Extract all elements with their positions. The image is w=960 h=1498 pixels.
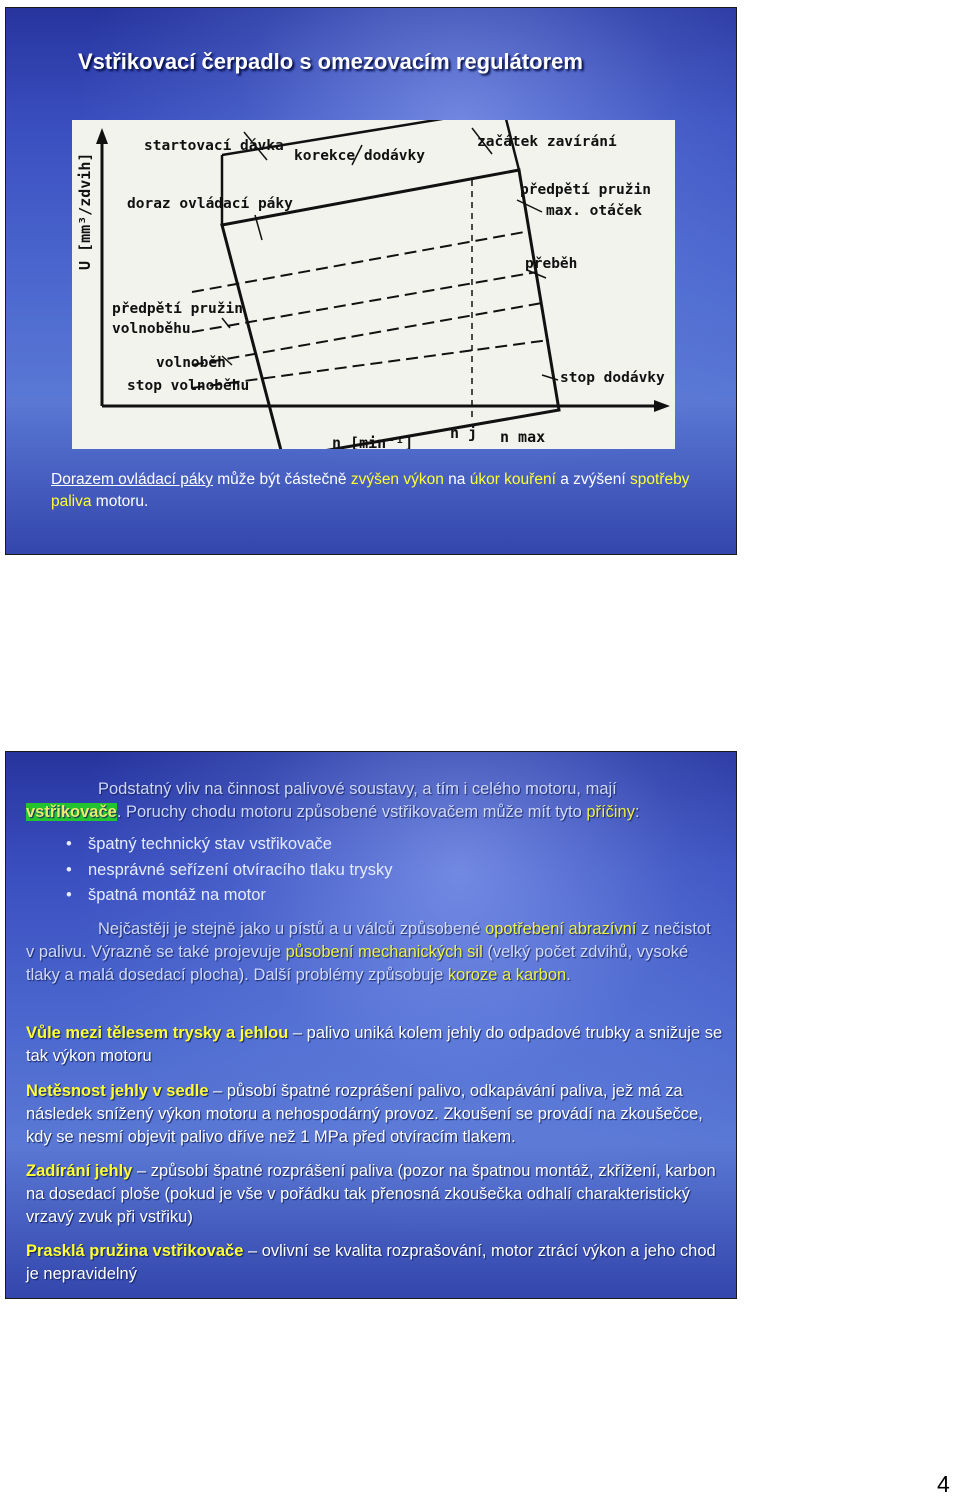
list-item: • nesprávné seřízení otvíracího tlaku trysky	[66, 858, 666, 884]
diagram-caption: Dorazem ovládací páky může být částečně zvýšen výkon na úkor kouření a zvýšení spotřeby paliva motoru.	[51, 471, 690, 510]
y-axis-arrow	[96, 128, 108, 144]
nj-label: n j	[450, 424, 478, 442]
label-prebeh: přeběh	[525, 256, 578, 272]
paragraph-vule: Vůle mezi tělesem trysky a jehlou – palivo uniká kolem jehly do odpadové trubky a snižuje se tak výkon motoru	[26, 1024, 723, 1065]
list-item: • špatný technický stav vstřikovače	[66, 832, 666, 858]
highlight-vstrikovace: vstřikovače	[26, 803, 117, 821]
label-stop-dodavky: stop dodávky	[560, 370, 665, 386]
injection-pump-diagram	[72, 120, 675, 449]
dashed-line-2	[192, 272, 537, 332]
slide-title: Vstřikovací čerpadlo s omezovacím regulátorem	[78, 49, 583, 74]
heading-pruzina: Prasklá pružina vstřikovače	[26, 1242, 244, 1260]
y-axis-label: U [mm³/zdvih]	[76, 152, 94, 270]
paragraph-netesnost: Netěsnost jehly v sedle – působí špatné rozprášení palivo, odkapávání paliva, jež má za následek snížený výkon motoru a nehospodárný provoz. Zkoušení se provádí na zkoušečce, kdy se nesmí objevit palivo dříve než 1 MPa před otvíracím tlakem.	[26, 1082, 703, 1146]
bullet-icon: •	[66, 886, 72, 904]
label-volnobeh: volnoběh	[156, 355, 226, 371]
label-zacatek-zavirani: začátek zavírání	[477, 134, 617, 150]
intro-paragraph: Podstatný vliv na činnost palivové soustavy, a tím i celého motoru, mají vstřikovače. Poruchy chodu motoru způsobené vstřikovačem může mít tyto příčiny:	[26, 780, 640, 821]
label-predpeti-max-1: předpětí pružin	[520, 182, 651, 198]
wear-paragraph: Nejčastěji je stejně jako u pístů a u válců způsobené opotřebení abrazívní z nečistot v palivu. Výrazně se také projevuje působení mechanických sil (velký počet zdvihů, vysoké tlaky a malá dosedací plocha). Další problémy způsobuje koroze a karbon.	[26, 920, 711, 984]
heading-zadirani: Zadírání jehly	[26, 1162, 133, 1180]
slide-1	[5, 7, 737, 555]
label-doraz: doraz ovládací páky	[127, 196, 293, 212]
paragraph-zadirani: Zadírání jehly – způsobí špatné rozprášení paliva (pozor na špatnou montáž, zkřížení, karbon na dosedací ploše (pokud je vše v pořádku tak přenosná zkoušečka odhalí charakteristický vrzavý zvuk při vstřiku)	[26, 1162, 716, 1226]
x-axis-label: n [min⁻¹]	[332, 434, 414, 449]
label-predpeti-vol-2: volnoběhu	[112, 321, 191, 337]
label-startovaci-davka: startovací dávka	[144, 138, 284, 154]
page-number: 4	[937, 1471, 950, 1497]
slide-2	[5, 751, 737, 1299]
bullet-icon: •	[66, 835, 72, 853]
regulator-characteristic-graph	[72, 120, 675, 449]
label-predpeti-vol-1: předpětí pružin	[112, 301, 243, 317]
heading-netesnost: Netěsnost jehly v sedle	[26, 1082, 209, 1100]
nmax-label: n max	[500, 428, 546, 446]
label-korekce-davky: korekce dodávky	[294, 148, 425, 164]
list-item: • špatná montáž na motor	[66, 883, 666, 909]
pointer-max-spring	[517, 200, 542, 212]
paragraph-prasklá-pruzina: Prasklá pružina vstřikovače – ovlivní se kvalita rozprašování, motor ztrácí výkon a jeho chod je nepravidelný	[26, 1242, 716, 1283]
pointer-idle-spring	[222, 318, 230, 328]
bullet-icon: •	[66, 860, 72, 879]
label-stop-volnobehu: stop volnoběhu	[127, 378, 250, 394]
heading-vule: Vůle mezi tělesem trysky a jehlou	[26, 1024, 289, 1042]
x-axis-arrow	[654, 400, 670, 412]
causes-list	[66, 832, 666, 909]
caption-underlined: Dorazem ovládací páky	[51, 471, 213, 488]
label-predpeti-max-2: max. otáček	[546, 203, 643, 219]
pointer-stop-delivery	[542, 375, 558, 380]
